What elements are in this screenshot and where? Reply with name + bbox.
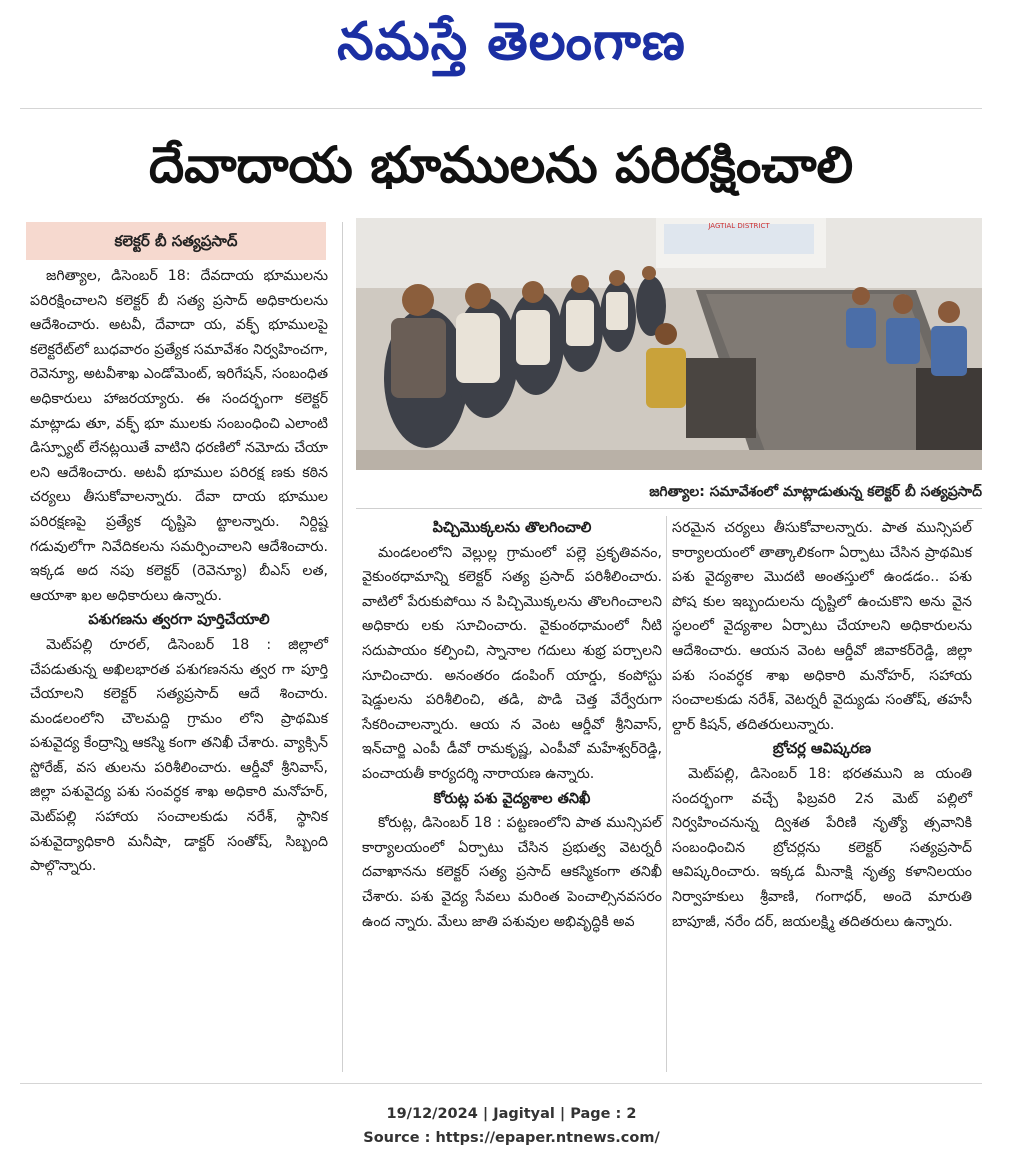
photo-caption: జగిత్యాల: సమావేశంలో మాట్లాడుతున్న కలెక్టర్ బీ సత్యప్రసాద్ bbox=[649, 484, 982, 500]
footer-source: Source : https://epaper.ntnews.com/ bbox=[363, 1130, 660, 1146]
article-paragraph: మెట్‌పల్లి రూరల్, డిసెంబర్ 18 : జిల్లాలో చేపడుతున్న అఖిలభారత పశుగణనను త్వర గా పూర్తి చేయాలని కలెక్టర్ సత్యప్రసాద్ ఆదే శించారు. మండలంలోని చౌలమద్ది గ్రామం లోని ప్రాథమిక పశువైద్య కేంద్రాన్ని ఆకస్మి కంగా తనిఖీ చేశారు. వ్యాక్సిన్ స్టోరేజ్, వస తులను పరిశీలించారు. ఆర్డీవో శ్రీనివాస్, జిల్లా పశువైద్య పశు సంవర్ధక శాఖ అధికారి మనోహర్, మెట్‌పల్లి సహాయ సంచాలకుడు నరేశ్, స్థానిక పశువైద్యాధికారి మనీషా, డాక్టర్ సంతోష్, సిబ్బంది పాల్గొన్నారు. bbox=[30, 636, 328, 875]
newspaper-masthead: నమస్తే తెలంగాణ bbox=[337, 12, 686, 72]
article-paragraph: మెట్‌పల్లి, డిసెంబర్ 18: భరతముని జ యంతి సందర్భంగా వచ్చే ఫిబ్రవరి 2న మెట్ పల్లిలో నిర్వహించనున్న ద్విశత పేరిణి నృత్యో త్సవానికి సంబంధించిన బ్రోచర్లను కలెక్టర్ సత్యప్రసాద్ ఆవిష్కరించారు. ఇక్కడ మీనాక్షి నృత్య కళానిలయం నిర్వాహకులు శ్రీవాణి, గంగాధర్, అందె మారుతి బాపూజీ, నరేం దర్, జయలక్ష్మి తదితరులు ఉన్నారు. bbox=[672, 765, 972, 930]
article-byline: కలెక్టర్ బీ సత్యప్రసాద్ bbox=[26, 222, 326, 260]
frame-bottom-rule bbox=[20, 1083, 982, 1084]
frame-top-rule bbox=[20, 108, 982, 109]
footer-date-edition: 19/12/2024 | Jagityal | Page : 2 bbox=[386, 1106, 637, 1122]
caption-rule bbox=[356, 508, 982, 509]
sub-headline: పిచ్చిమొక్కలను తొలగించాలి bbox=[432, 520, 592, 536]
column-divider bbox=[666, 516, 667, 1072]
article-paragraph: సరమైన చర్యలు తీసుకోవాలన్నారు. పాత మున్సిపల్ కార్యాలయంలో తాత్కాలికంగా ఏర్పాటు చేసిన ప్రాథమిక పశు వైద్యశాల మొదటి అంతస్తులో ఉండడం.. పశు పోష కుల ఇబ్బందులను దృష్టిలో ఉంచుకొని అను వైన స్థలంలో వైద్యశాల ఏర్పాటు చేయాలని అధికారులను ఆదేశించారు. ఆయన వెంట ఆర్డీవో జివాకర్‌రెడ్డి, జిల్లా పశు సంవర్ధక శాఖ అధికారి మనోహర్, సహాయ సంచాలకుడు నరేశ్, వెటర్నరీ వైద్యుడు సంతోష్, తహసీ ల్దార్ కిషన్, తదితరులున్నారు. bbox=[672, 520, 972, 733]
article-paragraph: జగిత్యాల, డిసెంబర్ 18: దేవదాయ భూములను పరిరక్షించాలని కలెక్టర్ బీ సత్య ప్రసాద్ అధికారులను ఆదేశించారు. అటవీ, దేవాదా య, వక్ఫ్ భూములపై కలెక్టరేట్‌లో బుధవారం ప్రత్యేక సమావేశం నిర్వహించగా, రెవెన్యూ, అటవీశాఖ ఎండోమెంట్, ఇరిగేషన్, సంబంధిత అధికారులు హాజరయ్యారు. ఈ సందర్భంగా కలెక్టర్ మాట్లాడు తూ, వక్ఫ్ భూ ములకు సంబంధించి ఎలాంటి డిస్ప్యూట్ లేనట్లయితే వాటిని ధరణిలో నమోదు చేయా లని ఆదేశించారు. అటవీ భూముల పరిరక్ష ణకు కఠిన చర్యలు తీసుకోవాలన్నారు. దేవా దాయ భూముల పరిరక్షణపై ప్రత్యేక దృష్టిపె ట్టాలన్నారు. నిర్దిష్ట గడువులోగా నివేదికలను సమర్పించాలని ఆదేశించారు. ఇక్కడ అద నపు కలెక్టర్ (రెవెన్యూ) బీఎస్ లత, ఆయాశా ఖల అధికారులు ఉన్నారు. bbox=[30, 268, 328, 604]
article-column-3 bbox=[672, 516, 972, 1076]
sub-headline: బ్రోచర్ల ఆవిష్కరణ bbox=[772, 741, 872, 758]
meeting-photo bbox=[356, 218, 982, 470]
article-column-1 bbox=[30, 264, 328, 875]
article-headline: దేవాదాయ భూములను పరిరక్షించాలి bbox=[148, 136, 854, 194]
article-column-2 bbox=[362, 516, 662, 1076]
article-paragraph: మండలంలోని వెల్లుల్ల గ్రామంలో పల్లె ప్రకృతివనం, వైకుంఠధామాన్ని కలెక్టర్ సత్య ప్రసాద్ పరిశీలించారు. వాటిలో పేరుకుపోయి న పిచ్చిమొక్కలను తొలగించాలని అధికారు లకు సూచించారు. వైకుంఠధామంలో నీటి సదుపాయం కల్పించి, స్నానాల గదులు శుభ్ర పర్చాలని సూచించారు. అనంతరం డంపింగ్ యార్డు, కంపోస్టు షెడ్డులను పరిశీలించి, తడి, పొడి చెత్త వేర్వేరుగా సేకరించాలన్నారు. ఆయ న వెంట ఆర్డీవో శ్రీనివాస్, ఇన్‌చార్జి ఎంపీ డీవో రామకృష్ణ, ఎంపీవో మహేశ్వర్‌రెడ్డి, పంచాయతీ కార్యదర్శి నారాయణ ఉన్నారు. bbox=[362, 544, 662, 782]
article-paragraph: కోరుట్ల, డిసెంబర్ 18 : పట్టణంలోని పాత మున్సిపల్ కార్యాలయంలో ఏర్పాటు చేసిన ప్రభుత్వ వెటర్నరీ దవాఖానను కలెక్టర్ సత్య ప్రసాద్ ఆకస్మికంగా తనిఖీ చేశారు. పశు వైద్య సేవలు మరింత పెంచాల్సినవసరం ఉంద న్నారు. మేలు జాతి పశువుల అభివృద్ధికి అవ bbox=[362, 815, 662, 930]
sub-headline: కోరుట్ల పశు వైద్యశాల తనిఖీ bbox=[433, 790, 591, 807]
meeting-photo-illustration bbox=[356, 218, 982, 470]
column-divider bbox=[342, 222, 343, 1072]
sub-headline: పశుగణను త్వరగా పూర్తిచేయాలి bbox=[88, 612, 270, 629]
photo-banner-text: JAGTIAL DISTRICT bbox=[708, 222, 770, 230]
